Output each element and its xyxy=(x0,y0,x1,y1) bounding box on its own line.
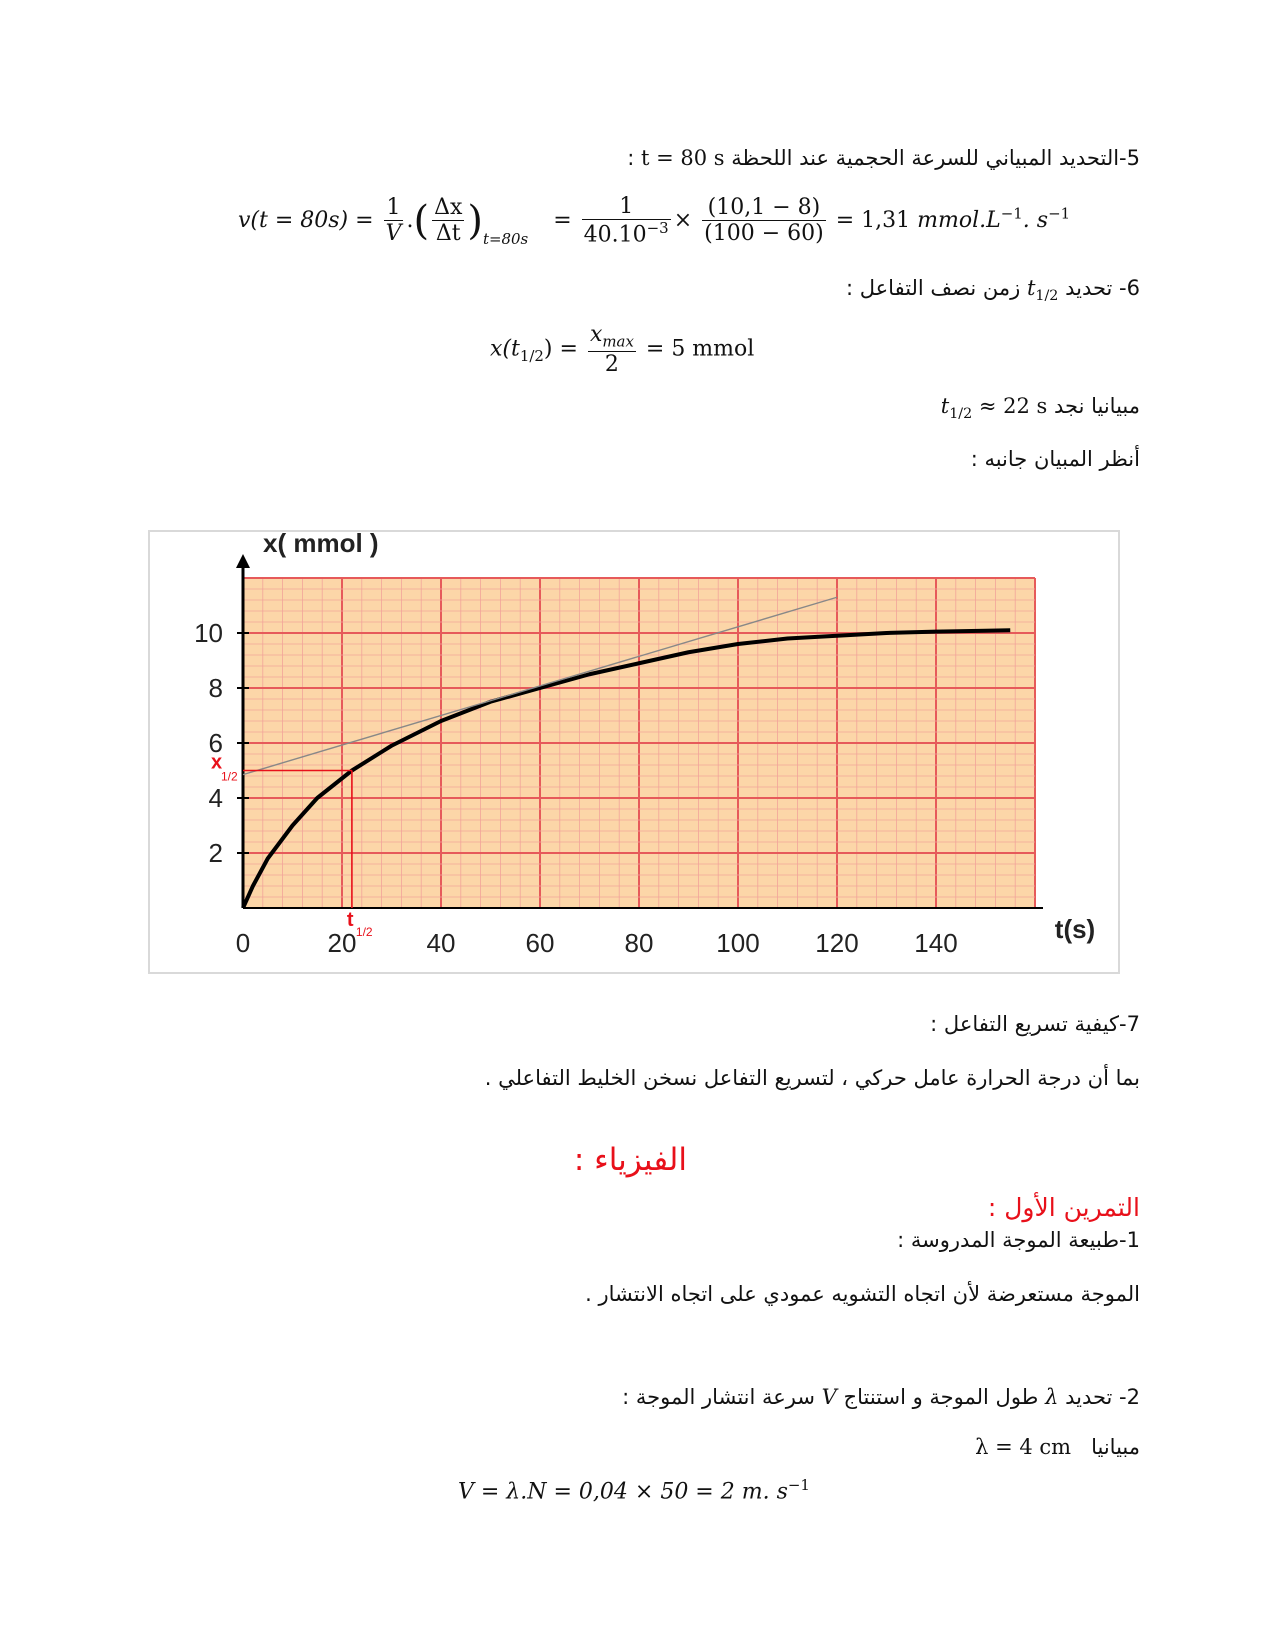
q6-half-equation: $x(t_{1/2})$ = $\frac{x_{max}}{2}$ = 5 mmol xyxy=(490,322,755,377)
x-axis-label: t(s) xyxy=(1054,914,1096,944)
q5-heading: 5-التحديد المبياني للسرعة الحجمية عند اللحظة t = 80 s : xyxy=(627,146,1140,170)
q6-graph-result: مبيانيا نجد $t_{1/2} \approx 22$ s xyxy=(940,394,1140,423)
y-tick-label: 2 xyxy=(208,838,223,868)
x-half-annotation-sub: 1/2 xyxy=(221,769,238,784)
x-tick-label: 120 xyxy=(815,928,859,958)
q7-heading: 7-كيفية تسريع التفاعل : xyxy=(930,1012,1140,1036)
physics-q1-answer: الموجة مستعرضة لأن اتجاه التشويه عمودي على اتجاه الانتشار . xyxy=(585,1282,1140,1306)
q7-answer: بما أن درجة الحرارة عامل حركي ، لتسريع التفاعل نسخن الخليط التفاعلي . xyxy=(484,1066,1140,1090)
exercise-one-title: التمرين الأول : xyxy=(987,1193,1140,1222)
x-tick-label: 80 xyxy=(624,928,654,958)
physics-title: الفيزياء : xyxy=(573,1142,687,1178)
x-tick-label: 60 xyxy=(525,928,555,958)
y-tick-label: 10 xyxy=(194,618,223,648)
x-half-annotation: x xyxy=(211,751,223,774)
q6-see-graph: أنظر المبيان جانبه : xyxy=(970,447,1140,471)
q5-time-value: t = 80 s xyxy=(640,146,725,170)
y-tick-label: 6 xyxy=(208,728,223,758)
x-tick-label: 40 xyxy=(426,928,456,958)
y-tick-label: 8 xyxy=(208,673,223,703)
x-tick-label: 20 xyxy=(327,928,357,958)
y-axis-label: x( mmol ) xyxy=(263,532,379,558)
x-tick-label: 100 xyxy=(716,928,760,958)
y-axis-arrow xyxy=(236,554,250,568)
q5-velocity-equation: v(t = 80s) = $\frac{1}{V}$ .( $\frac{\Delta x}{\Delta t}$ )$_{t=80s}$ = $\frac{1}{40.10^{-3}}$ × $\frac{(10,1 - 8)}{(100 - 60)}$ = 1,31 $mmol.L^{-1}$. $s^{-1}$ xyxy=(238,194,1071,249)
t-half-annotation: t xyxy=(346,909,354,931)
t-half-annotation-sub: 1/2 xyxy=(355,925,373,939)
chart-frame xyxy=(148,530,1120,974)
physics-q1-heading: 1-طبيعة الموجة المدروسة : xyxy=(897,1228,1140,1252)
q6-heading: 6- تحديد $t_{1/2}$ زمن نصف التفاعل : xyxy=(845,276,1140,305)
x-tick-label: 0 xyxy=(235,928,251,958)
physics-q2-velocity-equation: V = λ.N = 0,04 × 50 = 2 m. $s^{-1}$ xyxy=(458,1476,810,1505)
y-tick-label: 4 xyxy=(208,783,223,813)
physics-q2-graph-result: مبيانيا λ = 4 cm xyxy=(975,1435,1140,1459)
x-tick-label: 140 xyxy=(914,928,958,958)
physics-q2-heading: 2- تحديد λ طول الموجة و استنتاج V سرعة انتشار الموجة : xyxy=(622,1385,1140,1409)
chart xyxy=(150,532,1118,972)
